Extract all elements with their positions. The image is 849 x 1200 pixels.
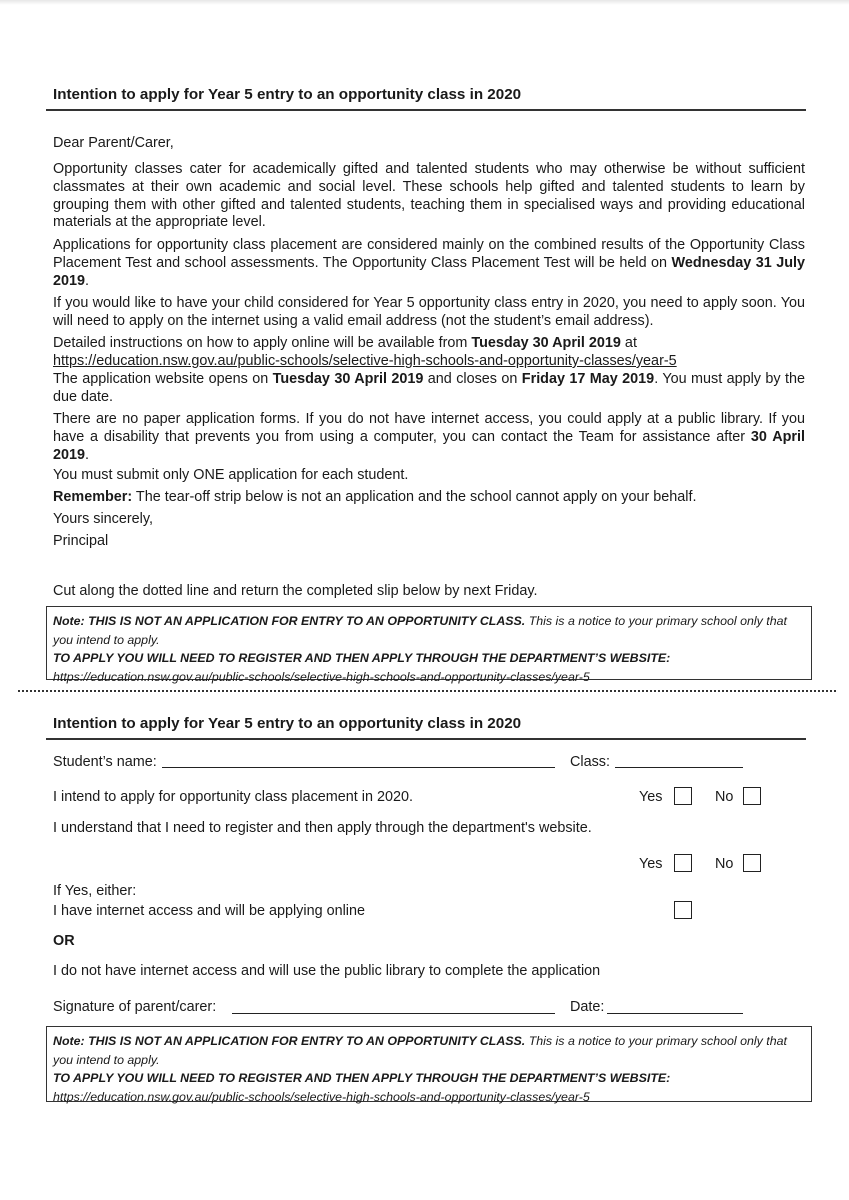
question-intend-to-apply: I intend to apply for opportunity class placement in 2020. xyxy=(53,789,413,805)
student-name-label: Student’s name: xyxy=(53,754,157,770)
application-link[interactable]: https://education.nsw.gov.au/public-schools/selective-high-schools-and-opportunity-classes/year-5 xyxy=(53,353,677,369)
understand-yes-checkbox[interactable] xyxy=(674,854,692,872)
signature-label: Signature of parent/carer: xyxy=(53,999,217,1015)
or-label: OR xyxy=(53,933,75,949)
yes-label: Yes xyxy=(639,856,663,872)
option-library: I do not have internet access and will use the public library to complete the application xyxy=(53,963,601,979)
paragraph-website-dates: The application website opens on Tuesday 30 April 2019 and closes on Friday 17 May 2019. You must apply by the due date. xyxy=(53,371,806,405)
slip-title-rule xyxy=(46,738,806,740)
yes-label: Yes xyxy=(639,789,663,805)
option-online: I have internet access and will be applying online xyxy=(53,903,365,919)
notice-instruction: TO APPLY YOU WILL NEED TO REGISTER AND THEN APPLY THROUGH THE DEPARTMENT’S WEBSITE: xyxy=(53,1071,671,1085)
if-yes-label: If Yes, either: xyxy=(53,883,137,899)
paragraph-applications: Applications for opportunity class placement are considered mainly on the combined results of the Opportunity Class Placement Test and school assessments. The Opportunity Class Placement Test will be held on Wednesday 31 July 2019. xyxy=(53,237,806,289)
signoff: Principal xyxy=(53,533,109,549)
no-label: No xyxy=(715,856,734,872)
paragraph-opportunity-classes: Opportunity classes cater for academically gifted and talented students who may otherwise be without sufficient classmates at their own academic and social level. These schools help gifted and talented students to learn by grouping them with other gifted and talented students, teaching them in specialised ways and providing educational materials at the appropriate level. xyxy=(53,161,805,231)
date-field[interactable] xyxy=(607,1013,743,1014)
closing: Yours sincerely, xyxy=(53,511,153,527)
cut-instruction: Cut along the dotted line and return the completed slip below by next Friday. xyxy=(53,583,538,599)
notice-warning: Note: THIS IS NOT AN APPLICATION FOR ENTRY TO AN OPPORTUNITY CLASS. xyxy=(53,614,526,628)
notice-url: https://education.nsw.gov.au/public-schools/selective-high-schools-and-opportunity-classes/year-5 xyxy=(53,669,590,684)
paragraph-apply-soon: If you would like to have your child considered for Year 5 opportunity class entry in 2020, you need to apply soon. You will need to apply on the internet using a valid email address (not the student’s email address). xyxy=(53,295,805,329)
paragraph-remember: Remember: The tear-off strip below is not an application and the school cannot apply on your behalf. xyxy=(53,489,697,505)
notice-url: https://education.nsw.gov.au/public-schools/selective-high-schools-and-opportunity-classes/year-5 xyxy=(53,1089,590,1104)
cut-line xyxy=(18,690,836,692)
notice-box xyxy=(46,606,812,684)
paragraph-instructions: Detailed instructions on how to apply online will be available from Tuesday 30 April 2019 at xyxy=(53,335,637,351)
salutation: Dear Parent/Carer, xyxy=(53,135,174,151)
class-label: Class: xyxy=(570,754,610,770)
signature-field[interactable] xyxy=(232,1013,555,1014)
no-label: No xyxy=(715,789,734,805)
intend-yes-checkbox[interactable] xyxy=(674,787,692,805)
date-label: Date: xyxy=(570,999,605,1015)
page-title: Intention to apply for Year 5 entry to an opportunity class in 2020 xyxy=(53,86,522,103)
intend-no-checkbox[interactable] xyxy=(743,787,761,805)
paragraph-paper-forms: There are no paper application forms. If you do not have internet access, you could apply at a public library. If you have a disability that prevents you from using a computer, you can contact the Team for assistance after 30 April 2019. xyxy=(53,411,805,463)
class-field[interactable] xyxy=(615,767,743,768)
student-name-field[interactable] xyxy=(162,767,555,768)
understand-no-checkbox[interactable] xyxy=(743,854,761,872)
notice-instruction: TO APPLY YOU WILL NEED TO REGISTER AND THEN APPLY THROUGH THE DEPARTMENT’S WEBSITE: xyxy=(53,651,671,665)
title-rule xyxy=(46,109,806,111)
online-checkbox[interactable] xyxy=(674,901,692,919)
scan-top-edge xyxy=(0,0,849,5)
notice-text: This is a notice to your primary school only that you intend to apply. xyxy=(53,614,787,647)
notice-box xyxy=(46,1026,812,1102)
question-understand-register: I understand that I need to register and then apply through the department's website. xyxy=(53,820,592,836)
paragraph-one-application: You must submit only ONE application for each student. xyxy=(53,467,409,483)
notice-warning: Note: THIS IS NOT AN APPLICATION FOR ENTRY TO AN OPPORTUNITY CLASS. xyxy=(53,1034,526,1048)
notice-text: This is a notice to your primary school only that you intend to apply. xyxy=(53,1034,787,1067)
slip-title: Intention to apply for Year 5 entry to an opportunity class in 2020 xyxy=(53,715,522,732)
